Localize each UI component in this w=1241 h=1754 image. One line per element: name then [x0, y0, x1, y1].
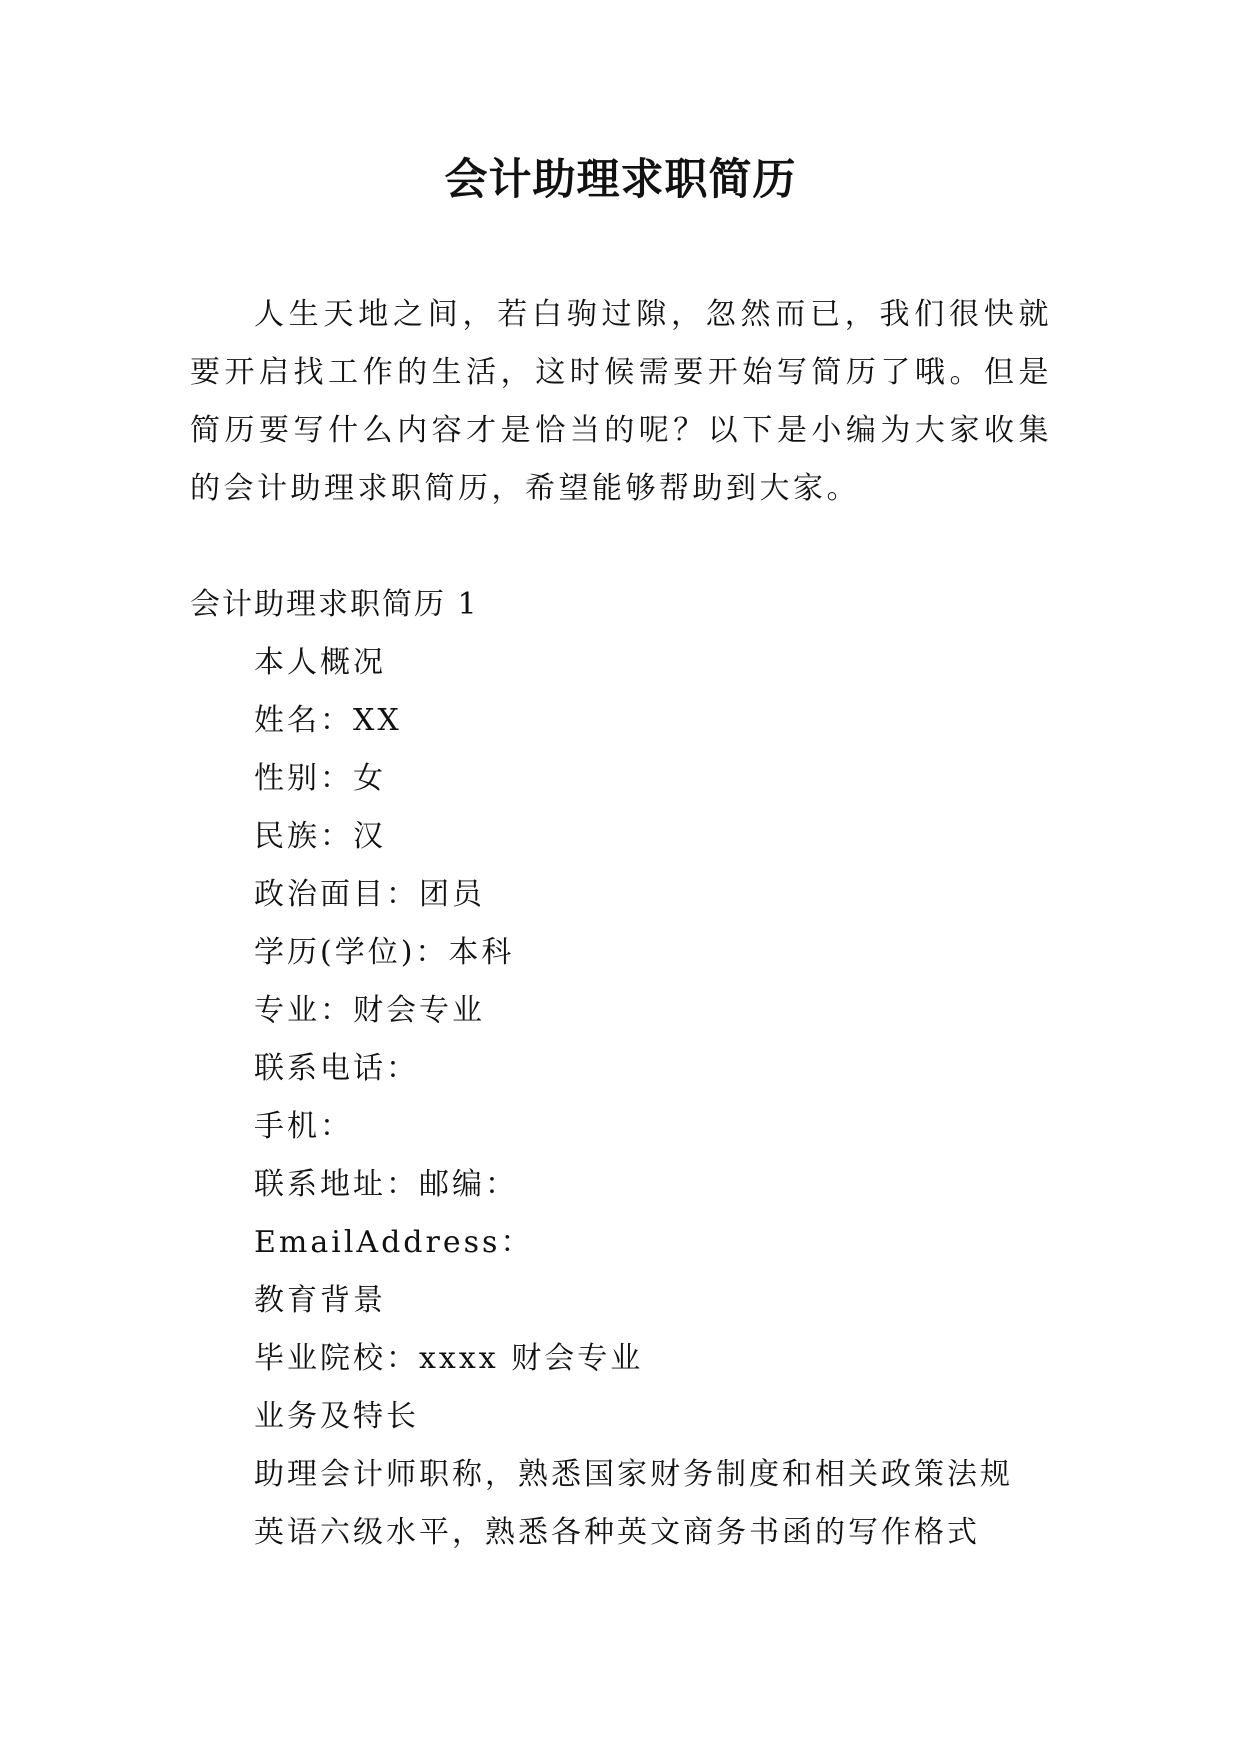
resume-line-phone: 联系电话： [254, 1051, 419, 1086]
resume-line-gender: 性别：女 [254, 761, 386, 796]
resume-line-skill-accounting: 助理会计师职称，熟悉国家财务制度和相关政策法规 [254, 1457, 1013, 1492]
resume-line-skills-heading: 业务及特长 [254, 1399, 419, 1434]
resume-line-skill-english: 英语六级水平，熟悉各种英文商务书函的写作格式 [254, 1515, 980, 1550]
resume-line-political-status: 政治面目：团员 [254, 877, 485, 912]
document-title: 会计助理求职简历 [444, 155, 797, 205]
resume-line-name: 姓名：XX [254, 703, 402, 738]
resume-line-education-degree: 学历(学位)：本科 [254, 935, 515, 970]
resume-line-email: EmailAddress： [254, 1225, 534, 1260]
resume-line-address: 联系地址：邮编： [254, 1167, 518, 1202]
resume-line-major: 专业：财会专业 [254, 993, 485, 1028]
resume-line-ethnicity: 民族：汉 [254, 819, 386, 854]
intro-paragraph: 人生天地之间，若白驹过隙，忽然而已，我们很快就要开启找工作的生活，这时候需要开始写简历了哦。但是简历要写什么内容才是恰当的呢？以下是小编为大家收集的会计助理求职简历，希望能够帮助到大家。 [190, 297, 1052, 506]
resume-line-education-heading: 教育背景 [254, 1283, 386, 1318]
resume-line-overview: 本人概况 [254, 645, 386, 680]
section-heading: 会计助理求职简历 1 [190, 587, 479, 622]
resume-line-school: 毕业院校：xxxx 财会专业 [254, 1341, 644, 1376]
resume-line-mobile: 手机： [254, 1109, 353, 1144]
resume-lines [254, 634, 1114, 1562]
